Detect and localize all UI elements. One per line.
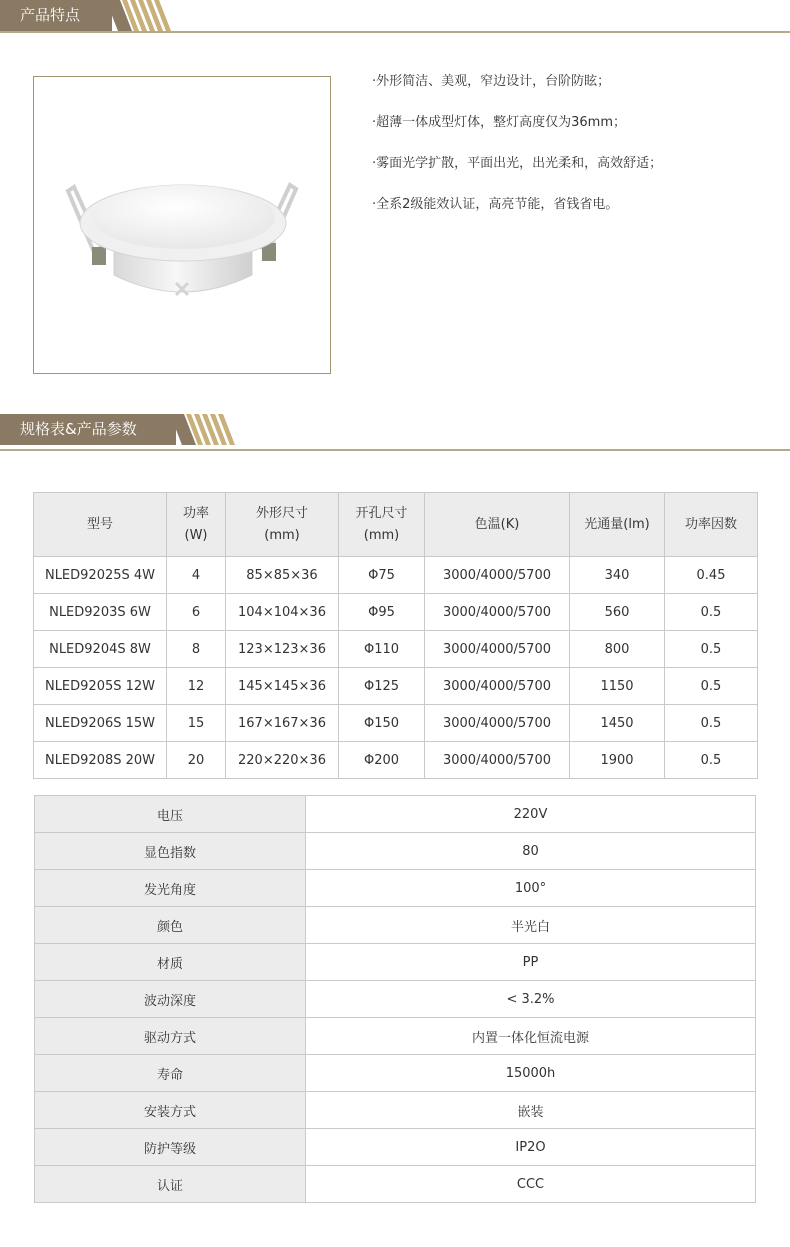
table-row [34,705,758,742]
cell-color-temp: 3000/4000/5700 [425,668,570,705]
cell-model: NLED9208S 20W [34,742,167,779]
cell-power-factor: 0.45 [665,557,758,594]
header-outer-size: 外形尺寸 (mm) [226,493,339,557]
header-cutout-size: 开孔尺寸 (mm) [339,493,425,557]
cell-power-factor: 0.5 [665,668,758,705]
param-value: CCC [306,1166,756,1203]
param-value: 100° [306,870,756,907]
table-row [35,1129,756,1166]
cell-color-temp: 3000/4000/5700 [425,742,570,779]
param-table [34,795,756,1203]
table-row [34,557,758,594]
cell-color-temp: 3000/4000/5700 [425,557,570,594]
param-name: 认证 [35,1166,306,1203]
cell-outer-size: 123×123×36 [226,631,339,668]
cell-luminous-flux: 800 [570,631,665,668]
table-row [34,668,758,705]
decorative-stripes-icon [106,0,176,31]
downlight-product-image [34,77,332,375]
param-name: 驱动方式 [35,1018,306,1055]
param-name: 寿命 [35,1055,306,1092]
param-value: < 3.2% [306,981,756,1018]
param-value: 220V [306,796,756,833]
param-name: 电压 [35,796,306,833]
feature-item: ·超薄一体成型灯体，整灯高度仅为36mm； [372,115,627,130]
cell-luminous-flux: 340 [570,557,665,594]
section-header-specs [0,414,790,454]
table-row [35,1055,756,1092]
cell-outer-size: 85×85×36 [226,557,339,594]
param-name: 材质 [35,944,306,981]
cell-outer-size: 145×145×36 [226,668,339,705]
table-row [35,833,756,870]
param-value: 80 [306,833,756,870]
param-value: IP2O [306,1129,756,1166]
table-row [35,944,756,981]
param-name: 显色指数 [35,833,306,870]
header-luminous-flux: 光通量(lm) [570,493,665,557]
table-row [35,1092,756,1129]
param-name: 安装方式 [35,1092,306,1129]
cell-color-temp: 3000/4000/5700 [425,594,570,631]
cell-model: NLED9206S 15W [34,705,167,742]
cell-power: 12 [167,668,226,705]
cell-power: 8 [167,631,226,668]
cell-cutout-size: Φ200 [339,742,425,779]
cell-outer-size: 220×220×36 [226,742,339,779]
table-header-row [34,493,758,557]
section-title-features: 产品特点 [0,0,112,31]
feature-item: ·外形简洁、美观，窄边设计，台阶防眩； [372,74,611,89]
param-name: 防护等级 [35,1129,306,1166]
cell-color-temp: 3000/4000/5700 [425,705,570,742]
table-row [35,870,756,907]
cell-model: NLED9203S 6W [34,594,167,631]
param-name: 发光角度 [35,870,306,907]
section-rule [0,449,790,451]
cell-cutout-size: Φ110 [339,631,425,668]
decorative-stripes-icon [170,414,240,445]
cell-color-temp: 3000/4000/5700 [425,631,570,668]
cell-power: 6 [167,594,226,631]
header-power: 功率 (W) [167,493,226,557]
header-power-factor: 功率因数 [665,493,758,557]
cell-model: NLED9204S 8W [34,631,167,668]
cell-cutout-size: Φ150 [339,705,425,742]
cell-cutout-size: Φ125 [339,668,425,705]
table-row [35,796,756,833]
feature-item: ·雾面光学扩散，平面出光，出光柔和，高效舒适； [372,156,663,171]
table-row [35,1018,756,1055]
param-name: 颜色 [35,907,306,944]
cell-luminous-flux: 1450 [570,705,665,742]
cell-power: 4 [167,557,226,594]
cell-outer-size: 167×167×36 [226,705,339,742]
table-row [34,742,758,779]
header-model: 型号 [34,493,167,557]
product-image-frame [33,76,331,374]
spec-table [33,492,758,779]
cell-cutout-size: Φ95 [339,594,425,631]
cell-luminous-flux: 1150 [570,668,665,705]
param-value: PP [306,944,756,981]
cell-model: NLED9205S 12W [34,668,167,705]
cell-luminous-flux: 1900 [570,742,665,779]
feature-list [372,72,782,236]
cell-power: 15 [167,705,226,742]
table-row [34,631,758,668]
param-value: 半光白 [306,907,756,944]
cell-power: 20 [167,742,226,779]
table-row [35,907,756,944]
table-row [35,1166,756,1203]
cell-model: NLED92025S 4W [34,557,167,594]
cell-luminous-flux: 560 [570,594,665,631]
param-value: 嵌装 [306,1092,756,1129]
table-row [35,981,756,1018]
cell-outer-size: 104×104×36 [226,594,339,631]
section-rule [0,31,790,33]
table-row [34,594,758,631]
cell-cutout-size: Φ75 [339,557,425,594]
cell-power-factor: 0.5 [665,631,758,668]
cell-power-factor: 0.5 [665,705,758,742]
cell-power-factor: 0.5 [665,594,758,631]
header-color-temp: 色温(K) [425,493,570,557]
section-title-specs: 规格表&产品参数 [0,414,176,445]
feature-item: ·全系2级能效认证，高亮节能，省钱省电。 [372,197,619,212]
cell-power-factor: 0.5 [665,742,758,779]
param-value: 15000h [306,1055,756,1092]
param-name: 波动深度 [35,981,306,1018]
param-value: 内置一体化恒流电源 [306,1018,756,1055]
section-header-features [0,0,790,40]
